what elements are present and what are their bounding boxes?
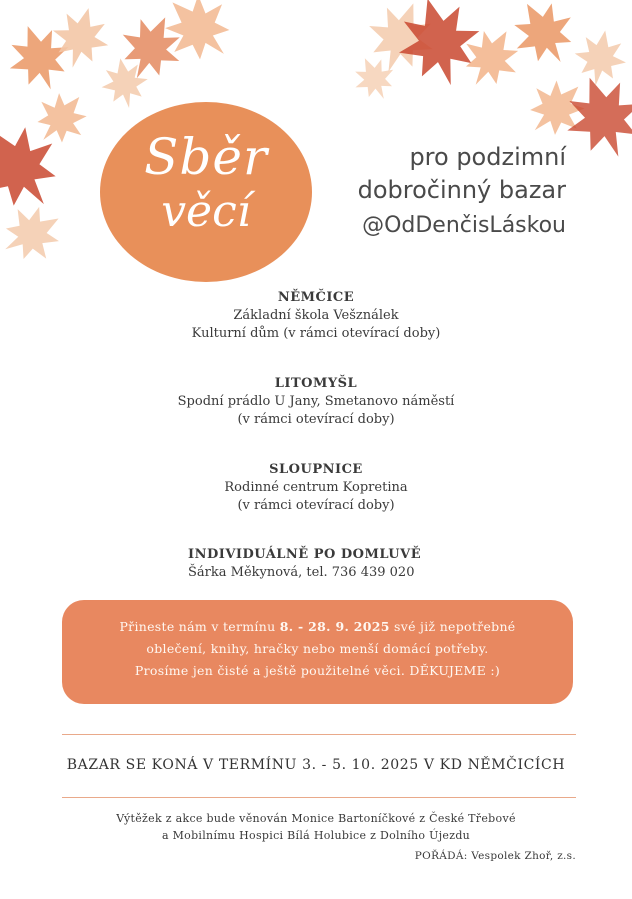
location-block [0, 461, 632, 515]
leaf-icon [500, 0, 588, 78]
banner-line-2: oblečení, knihy, hračky nebo menší domácí potřeby. [146, 641, 489, 656]
proceeds-note [0, 810, 632, 844]
location-line: Základní škola Vešználek [233, 308, 399, 323]
location-name: LITOMYŠL [274, 376, 358, 391]
location-line: Rodinné centrum Kopretina [224, 480, 408, 495]
banner-text: Přineste nám v termínu [119, 619, 280, 634]
location-line: Spodní prádlo U Jany, Smetanovo náměstí [177, 394, 455, 409]
proceeds-line-2: a Mobilnímu Hospici Bílá Holubice z Dolního Újezdu [161, 829, 471, 842]
logo-line-2: věcí [161, 186, 251, 237]
location-line: (v rámci otevírací doby) [237, 498, 395, 513]
location-line: Kulturní dům (v rámci otevírací doby) [191, 326, 441, 341]
location-line: (v rámci otevírací doby) [237, 412, 395, 427]
collection-banner [62, 600, 573, 704]
location-block [0, 375, 632, 429]
social-handle: @OdDenčisLáskou [362, 213, 566, 238]
leaf-icon [23, 80, 99, 156]
organizer: POŘÁDÁ: Vespolek Zhoř, z.s. [414, 850, 576, 862]
location-name: SLOUPNICE [269, 462, 363, 477]
logo-line-1: Sběr [144, 128, 268, 186]
leaf-icon [570, 26, 631, 90]
bazar-notice: BAZAR SE KONÁ V TERMÍNU 3. - 5. 10. 2025 V KD NĚMČICÍCH [66, 757, 566, 773]
location-line: Šárka Měkynová, tel. 736 439 020 [188, 565, 415, 580]
leaf-icon [0, 16, 80, 100]
banner-line-3: Prosíme jen čisté a ještě použitelné věci. DĚKUJEME :) [134, 663, 501, 678]
location-name: INDIVIDUÁLNĚ PO DOMLUVĚ [188, 547, 422, 562]
banner-text: své již nepotřebné [389, 619, 516, 634]
autumn-leaves-decoration [0, 0, 632, 280]
divider [62, 734, 576, 735]
location-block [188, 546, 488, 582]
proceeds-line-1: Výtěžek z akce bude věnován Monice Bartoníčkové z České Třebové [116, 812, 516, 825]
collection-dates: 8. - 28. 9. 2025 [279, 619, 390, 634]
banner-line-1 [62, 616, 573, 638]
divider [62, 797, 576, 798]
tagline-line-2: dobročinný bazar [357, 176, 566, 204]
location-block [0, 289, 632, 343]
logo-circle [100, 102, 312, 282]
tagline-line-1: pro podzimní [409, 143, 566, 171]
location-name: NĚMČICE [277, 290, 355, 305]
leaf-icon [0, 194, 73, 274]
